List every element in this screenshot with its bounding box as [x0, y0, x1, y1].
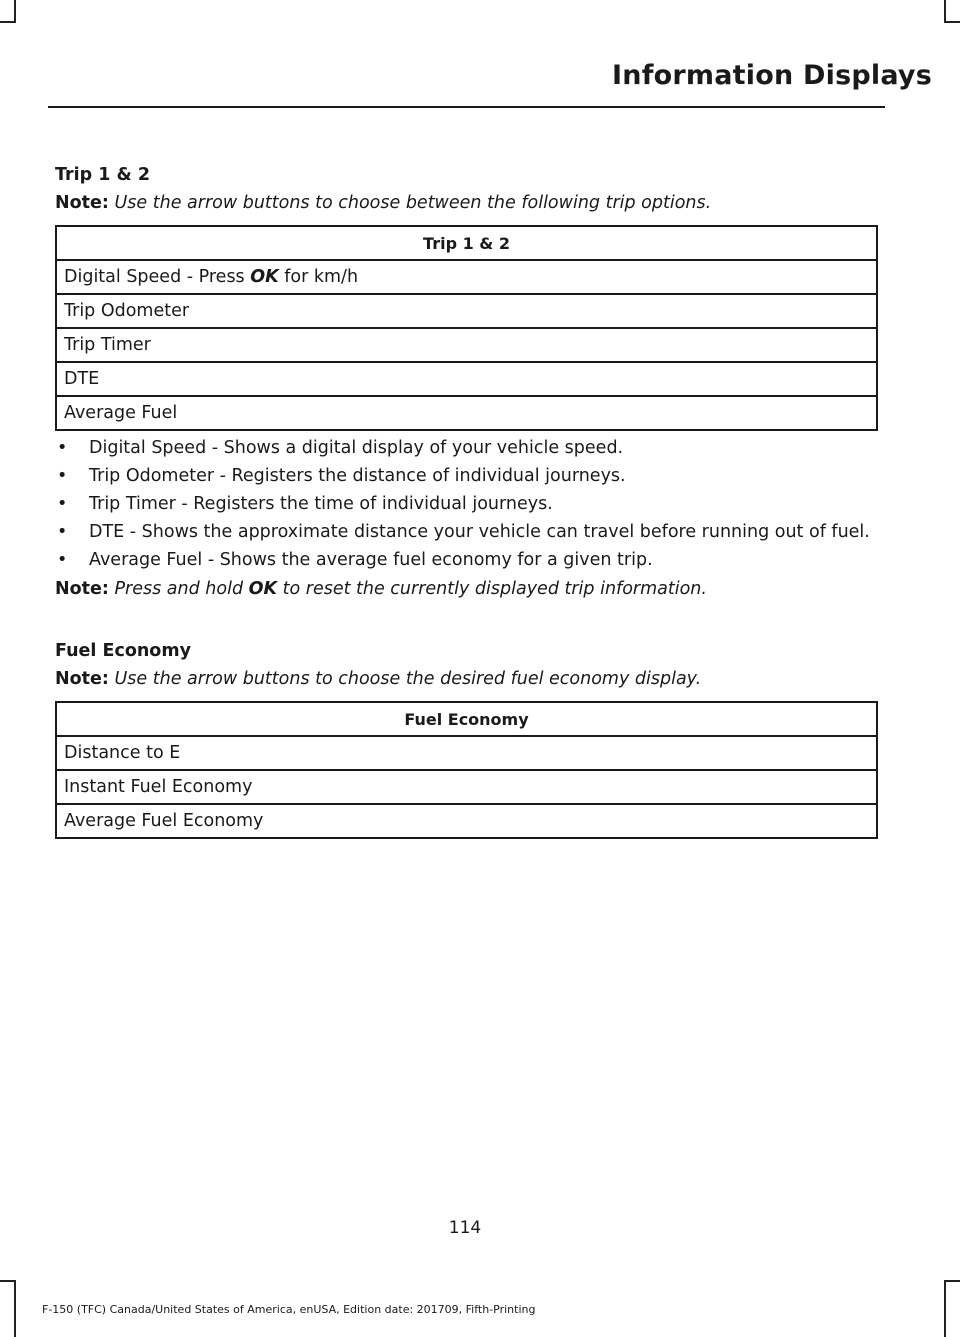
note-label: Note: — [55, 193, 109, 213]
bullet-icon: • — [57, 550, 68, 570]
trip-options-table — [55, 225, 878, 431]
crop-mark — [944, 1280, 946, 1337]
page-title: Information Displays — [612, 60, 932, 91]
table-row: Trip Timer — [56, 328, 877, 362]
footer-edition-info: F-150 (TFC) Canada/United States of America, enUSA, Edition date: 201709, Fifth-Printing — [42, 1303, 536, 1316]
table-row: Distance to E — [56, 736, 877, 770]
list-item: • Trip Timer - Registers the time of individual journeys. — [57, 494, 553, 514]
crop-mark — [944, 0, 946, 22]
page-number: 114 — [448, 1218, 482, 1238]
list-item: • DTE - Shows the approximate distance your vehicle can travel before running out of fuel. — [57, 522, 870, 542]
bullet-icon: • — [57, 494, 68, 514]
section-title-fuel: Fuel Economy — [55, 641, 191, 661]
bullet-icon: • — [57, 438, 68, 458]
table-row: Digital Speed - Press OK for km/h — [56, 260, 877, 294]
note-text: Use the arrow buttons to choose between the following trip options. — [114, 193, 712, 213]
fuel-note — [55, 669, 878, 689]
crop-mark — [0, 1280, 16, 1282]
page-content — [55, 165, 878, 845]
bullet-icon: • — [57, 466, 68, 486]
note-label: Note: — [55, 669, 109, 689]
table-header: Trip 1 & 2 — [56, 226, 877, 260]
note-label: Note: — [55, 579, 109, 599]
reset-note: Note: Press and hold OK to reset the currently displayed trip information. — [55, 579, 707, 599]
crop-mark — [944, 21, 960, 23]
table-row: Average Fuel — [56, 396, 877, 430]
bullet-icon: • — [57, 522, 68, 542]
table-row: Average Fuel Economy — [56, 804, 877, 838]
table-row: Trip Odometer — [56, 294, 877, 328]
trip-bullet-list — [55, 437, 878, 571]
table-row: DTE — [56, 362, 877, 396]
fuel-economy-table — [55, 701, 878, 839]
table-header: Fuel Economy — [56, 702, 877, 736]
trip-note — [55, 193, 878, 213]
table-row: Instant Fuel Economy — [56, 770, 877, 804]
crop-mark — [944, 1280, 960, 1282]
list-item: • Digital Speed - Shows a digital display of your vehicle speed. — [57, 438, 624, 458]
note-text: Use the arrow buttons to choose the desired fuel economy display. — [114, 669, 702, 689]
list-item: • Trip Odometer - Registers the distance of individual journeys. — [57, 466, 626, 486]
ok-button-label: OK — [248, 579, 278, 599]
header-divider — [48, 106, 885, 108]
section-title-trip: Trip 1 & 2 — [55, 165, 151, 185]
list-item: • Average Fuel - Shows the average fuel economy for a given trip. — [57, 550, 653, 570]
ok-button-label: OK — [250, 267, 279, 287]
crop-mark — [14, 0, 16, 22]
crop-mark — [0, 21, 16, 23]
crop-mark — [14, 1280, 16, 1337]
